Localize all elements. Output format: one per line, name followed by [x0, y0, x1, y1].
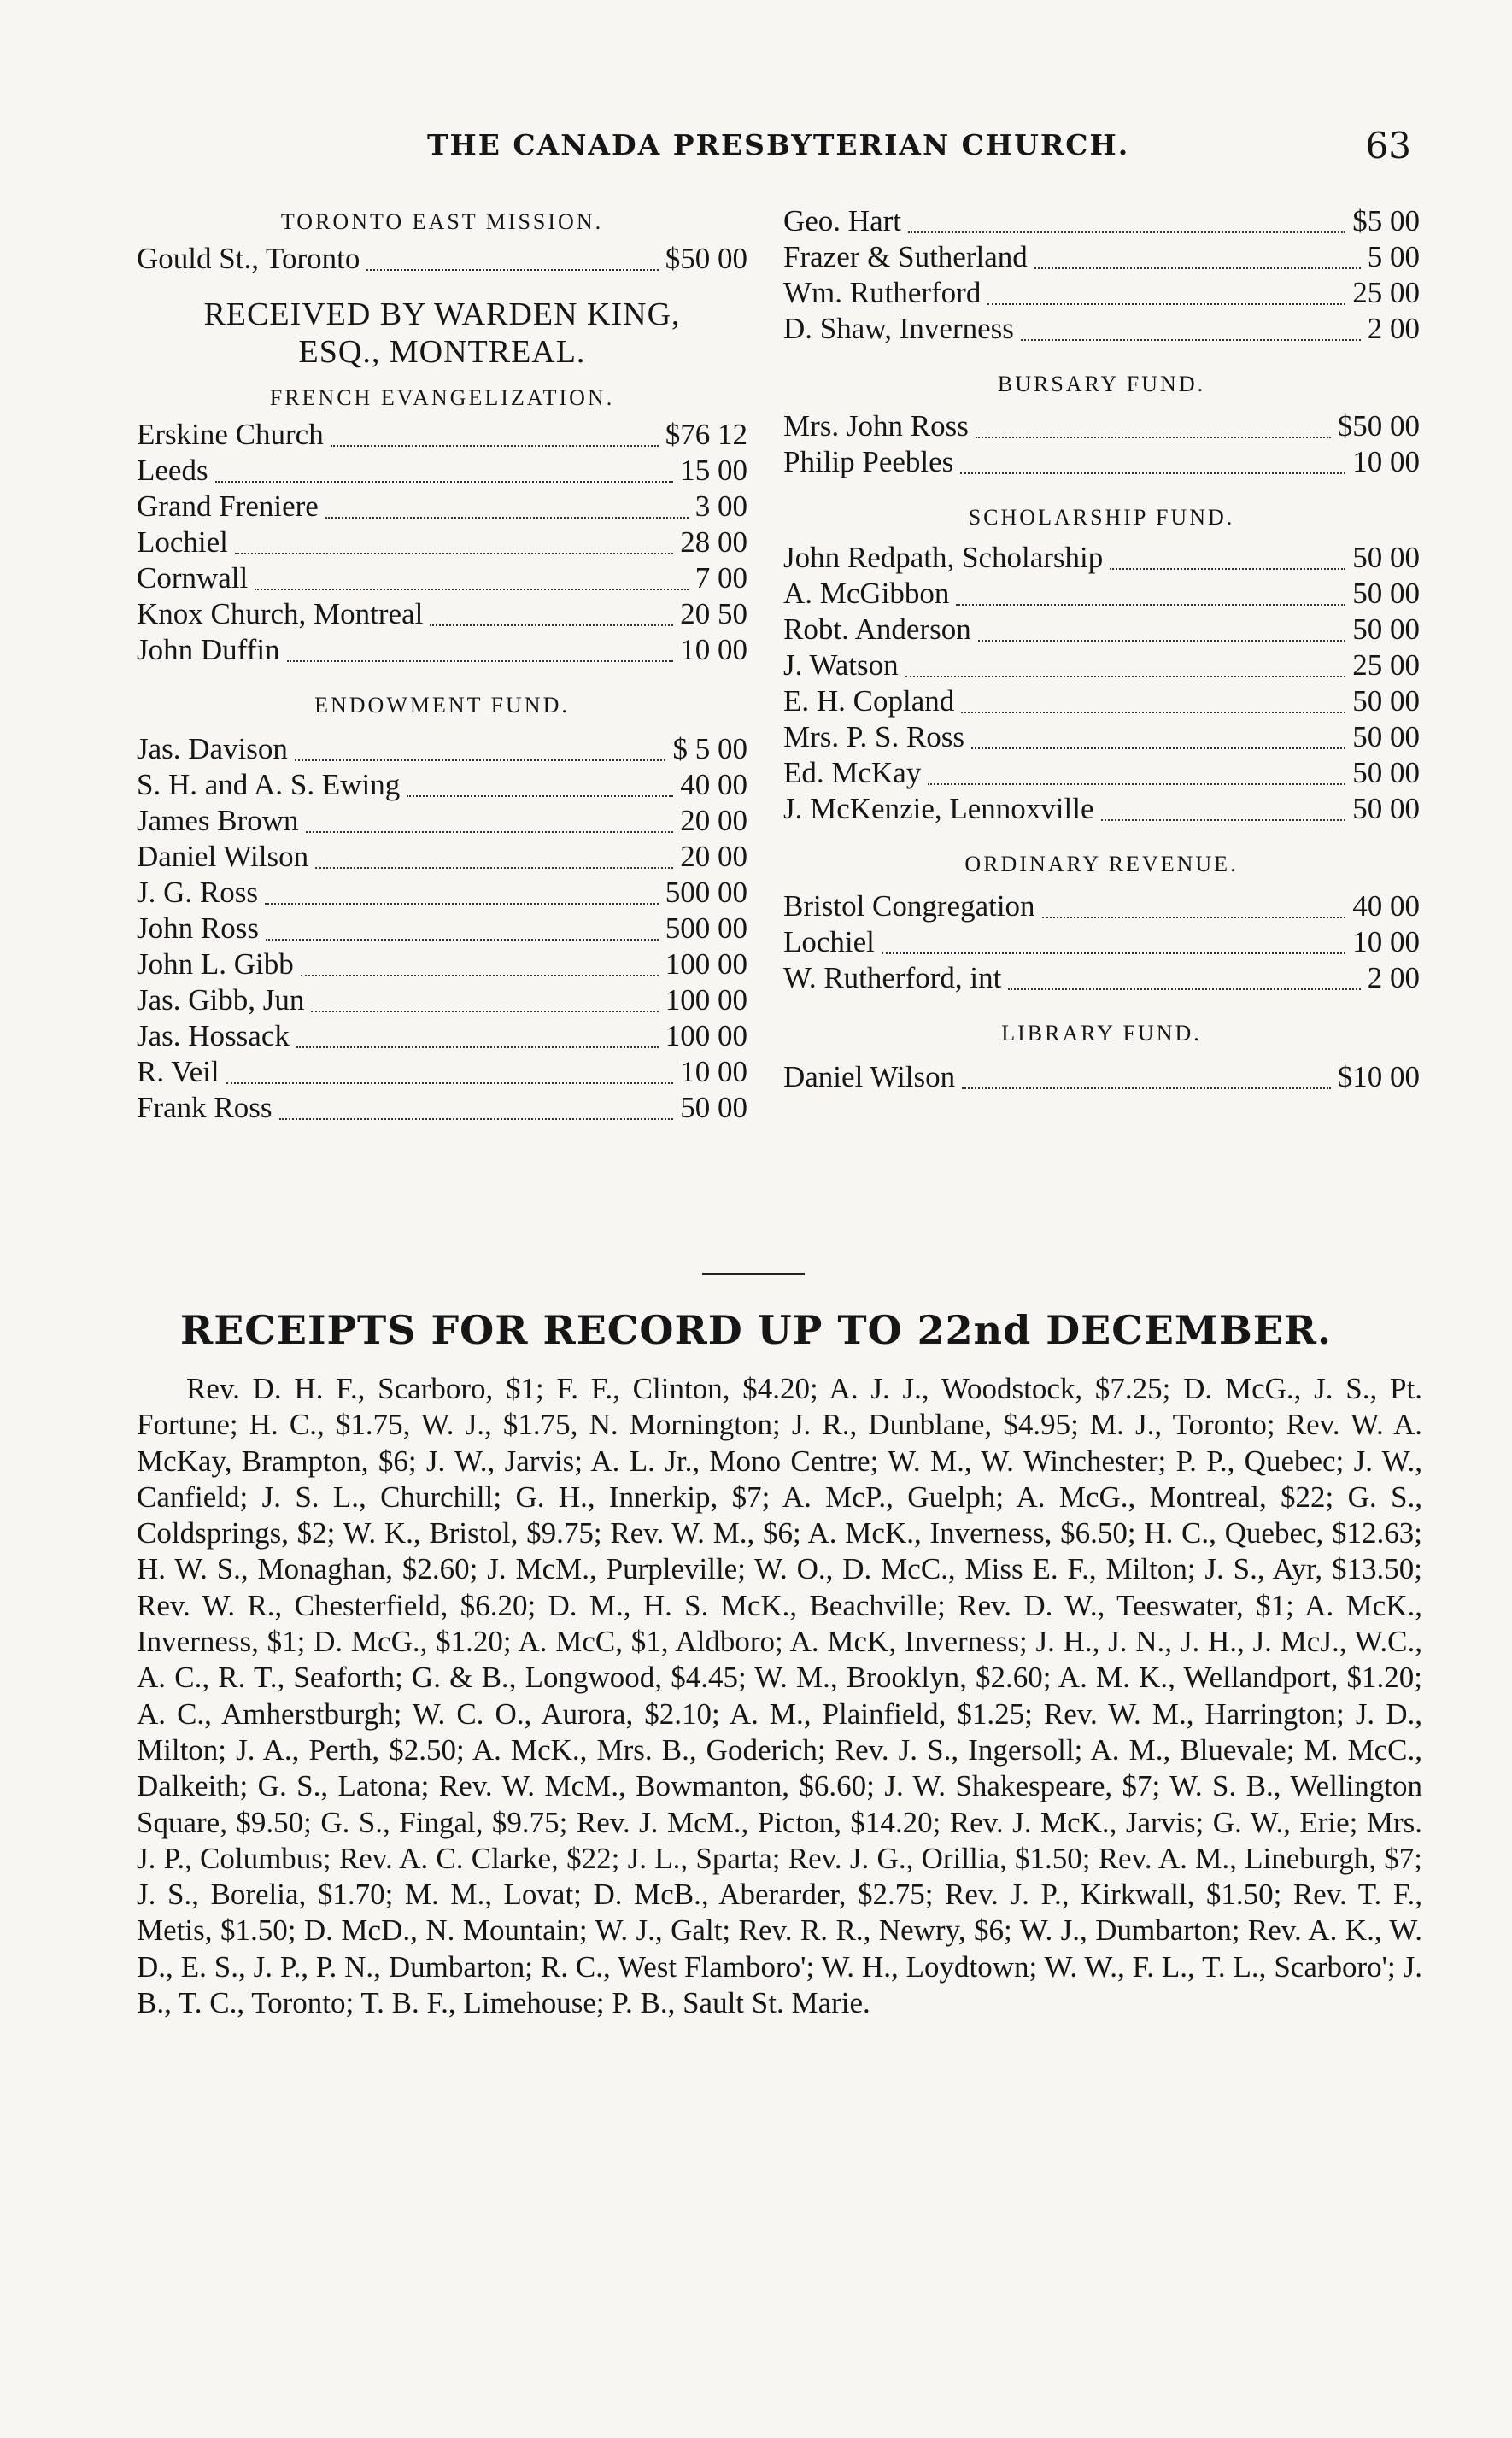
item-name: Daniel Wilson	[783, 1060, 956, 1093]
item-name: Philip Peebles	[783, 445, 954, 478]
item-amount: $50 00	[665, 242, 747, 275]
dot-leader	[226, 1046, 673, 1084]
dot-leader	[908, 196, 1345, 233]
item-amount: $ 5 00	[672, 732, 747, 765]
dot-leader	[971, 712, 1345, 749]
item-amount: 50 00	[1352, 541, 1420, 574]
item-name: Jas. Gibb, Jun	[137, 983, 305, 1017]
section-heading-scholarship-fund: SCHOLARSHIP FUND.	[968, 505, 1235, 530]
item-name: D. Shaw, Inverness	[783, 312, 1014, 345]
list-scholarship-fund	[783, 540, 1420, 827]
item-name: Grand Freniere	[137, 489, 319, 523]
list-toronto-east-mission	[137, 241, 747, 277]
dot-leader	[928, 747, 1345, 785]
list-endowment-fund	[137, 731, 747, 1126]
item-amount: 5 00	[1367, 240, 1420, 273]
list-library-fund	[783, 1059, 1420, 1095]
item-name: J. McKenzie, Lennoxville	[783, 792, 1094, 825]
item-amount: 2 00	[1367, 961, 1420, 994]
dot-leader	[279, 1082, 673, 1120]
list-item	[783, 791, 1420, 827]
item-name: Lochiel	[137, 525, 228, 559]
item-amount: 7 00	[694, 561, 747, 595]
item-amount: 500 00	[665, 911, 747, 945]
item-name: Bristol Congregation	[783, 889, 1035, 923]
list-item	[137, 1090, 747, 1126]
item-amount: $5 00	[1352, 204, 1420, 237]
item-amount: 50 00	[1352, 684, 1420, 718]
dot-leader	[296, 1011, 659, 1048]
item-amount: 25 00	[1352, 276, 1420, 309]
item-amount: 15 00	[680, 454, 747, 487]
item-name: John Redpath, Scholarship	[783, 541, 1104, 574]
right-column	[783, 203, 1420, 1095]
dot-leader	[266, 903, 659, 941]
section-heading-bursary-fund: BURSARY FUND.	[997, 372, 1206, 396]
item-name: Cornwall	[137, 561, 249, 595]
item-amount: 100 00	[665, 1019, 747, 1052]
dot-leader	[962, 1052, 1331, 1089]
list-french-evangelization	[137, 417, 747, 668]
item-name: Erskine Church	[137, 418, 324, 451]
item-name: John Ross	[137, 911, 259, 945]
item-amount: 50 00	[1352, 577, 1420, 610]
item-name: John L. Gibb	[137, 947, 294, 981]
list-item	[783, 444, 1420, 480]
item-amount: $76 12	[665, 418, 747, 451]
list-ordinary-revenue	[783, 888, 1420, 996]
item-amount: 50 00	[680, 1091, 747, 1124]
item-name: J. Watson	[783, 648, 899, 682]
item-amount: 50 00	[1352, 756, 1420, 789]
dot-leader	[1042, 881, 1345, 918]
item-name: W. Rutherford, int	[783, 961, 1002, 994]
item-amount: $50 00	[1337, 409, 1420, 442]
item-amount: 10 00	[680, 633, 747, 666]
item-amount: 25 00	[1352, 648, 1420, 682]
item-name: James Brown	[137, 804, 299, 837]
item-name: Jas. Davison	[137, 732, 288, 765]
item-name: A. McGibbon	[783, 577, 950, 610]
section-heading-french-evangelization: FRENCH EVANGELIZATION.	[269, 385, 615, 410]
dot-leader	[1110, 532, 1345, 570]
dot-leader	[987, 267, 1345, 305]
dot-leader	[287, 624, 673, 662]
item-name: Knox Church, Montreal	[137, 597, 424, 630]
dot-leader	[366, 233, 659, 271]
receipts-title: RECEIPTS FOR RECORD UP TO 22nd DECEMBER.	[179, 1307, 1332, 1353]
item-amount: 20 00	[680, 804, 747, 837]
item-amount: 10 00	[1352, 925, 1420, 958]
item-name: Frank Ross	[137, 1091, 273, 1124]
item-amount: 100 00	[665, 983, 747, 1017]
dot-leader	[215, 445, 673, 483]
item-name: Ed. McKay	[783, 756, 922, 789]
section-heading-ordinary-revenue: ORDINARY REVENUE.	[964, 852, 1239, 876]
item-name: Wm. Rutherford	[783, 276, 982, 309]
dot-leader	[430, 589, 673, 626]
dot-leader	[976, 401, 1331, 438]
dot-leader	[315, 831, 673, 869]
item-amount: 50 00	[1352, 612, 1420, 646]
page-header	[0, 125, 1512, 179]
item-name: E. H. Copland	[783, 684, 955, 718]
item-name: John Duffin	[137, 633, 280, 666]
dot-leader	[255, 553, 689, 590]
dot-leader	[325, 481, 689, 519]
dot-leader	[1008, 952, 1361, 990]
dot-leader	[295, 724, 665, 761]
warden-heading-line2: ESQ., MONTREAL.	[298, 334, 586, 370]
item-name: Lochiel	[783, 925, 875, 958]
item-name: Leeds	[137, 454, 208, 487]
warden-heading-line1: RECEIVED BY WARDEN KING,	[203, 296, 681, 332]
dot-leader	[301, 939, 659, 976]
dot-leader	[265, 867, 659, 905]
item-name: Gould St., Toronto	[137, 242, 360, 275]
dot-leader	[235, 517, 673, 554]
item-name: R. Veil	[137, 1055, 220, 1088]
dot-leader	[407, 759, 673, 797]
item-amount: 50 00	[1352, 720, 1420, 753]
item-amount: 20 00	[680, 840, 747, 873]
dot-leader	[1021, 303, 1361, 341]
list-item	[137, 241, 747, 277]
item-name: Daniel Wilson	[137, 840, 309, 873]
receipts-text: Rev. D. H. F., Scarboro, $1; F. F., Clinton, $4.20; A. J. J., Woodstock, $7.25; D. McG., J. S., Pt. Fortune; H. C., $1.75, W. J., $1.75, N. Mornington; J. R., Dunblane, $4.95; M. J., Toronto; Rev. W. A. McKay, Brampton, $6; J. W., Jarvis; A. L. Jr., Mono Centre; W. M., W. Winchester; P. P., Quebec; J. W., Canfield; J. S. L., Churchill; G. H., Innerkip, $7; A. McP., Guelph; A. McG., Montreal, $22; G. S., Coldsprings, $2; W. K., Bristol, $9.75; Rev. W. M., $6; A. McK., Inverness, $6.50; H. C., Quebec, $12.63; H. W. S., Monaghan, $2.60; J. McM., Purpleville; W. O., D. McC., Miss E. F., Milton; J. S., Ayr, $13.50; Rev. W. R., Chesterfield, $6.20; D. M., H. S. McK., Beachville; Rev. D. W., Teeswater, $1; A. McK., Inverness, $1; D. McG., $1.20; A. McC, $1, Aldboro; A. McK, Inverness; J. H., J. N., J. H., J. McJ., W.C., A. C., R. T., Seaforth; G. & B., Longwood, $4.45; W. M., Brooklyn, $2.60; A. M. K., Wellandport, $1.20; A. C., Amherstburgh; W. C. O., Aurora, $2.10; A. M., Plainfield, $1.25; Rev. W. M., Harrington; J. D., Milton; J. A., Perth, $2.50; A. McK., Mrs. B., Goderich; Rev. J. S., Ingersoll; A. M., Bluevale; M. McC., Dalkeith; G. S., Latona; Rev. W. McM., Bowmanton, $6.60; J. W. Shakespeare, $7; W. S. B., Wellington Square, $9.50; G. S., Fingal, $9.75; Rev. J. McM., Picton, $14.20; Rev. J. McK., Jarvis; G. W., Erie; Mrs. J. P., Columbus; Rev. A. C. Clarke, $22; J. L., Sparta; Rev. J. G., Orillia, $1.50; Rev. A. M., Lineburgh, $7; J. S., Borelia, $1.70; M. M., Lovat; D. McB., Aberarder, $2.75; Rev. J. P., Kirkwall, $1.50; Rev. T. F., Metis, $1.50; D. McD., N. Mountain; W. J., Galt; Rev. R. R., Newry, $6; W. J., Dumbarton; Rev. A. K., W. D., E. S., J. P., P. N., Dumbarton; R. C., West Flamboro'; W. H., Loydtown; W. W., F. L., T. L., Scarboro'; J. B., T. C., Toronto; T. B. F., Limehouse; P. B., Sault St. Marie.	[137, 1372, 1422, 2020]
dot-leader	[311, 975, 659, 1012]
dot-leader	[960, 437, 1345, 474]
dot-leader	[1101, 783, 1345, 821]
item-amount: 10 00	[680, 1055, 747, 1088]
left-column	[137, 203, 747, 1126]
dot-leader	[882, 917, 1345, 954]
item-name: Mrs. John Ross	[783, 409, 969, 442]
list-item	[783, 311, 1420, 347]
dot-leader	[905, 640, 1345, 677]
list-item	[137, 632, 747, 668]
item-amount: 40 00	[1352, 889, 1420, 923]
item-name: Geo. Hart	[783, 204, 902, 237]
running-title: THE CANADA PRESBYTERIAN CHURCH.	[427, 128, 1130, 161]
item-name: Robt. Anderson	[783, 612, 971, 646]
dot-leader	[306, 795, 673, 833]
item-name: Mrs. P. S. Ross	[783, 720, 965, 753]
item-amount: 500 00	[665, 876, 747, 909]
list-top-items	[783, 203, 1420, 347]
dot-leader	[331, 409, 659, 447]
list-item	[783, 1059, 1420, 1095]
item-amount: 50 00	[1352, 792, 1420, 825]
section-heading-endowment-fund: ENDOWMENT FUND.	[314, 693, 570, 718]
item-name: Frazer & Sutherland	[783, 240, 1028, 273]
list-bursary-fund	[783, 408, 1420, 480]
item-amount: 3 00	[694, 489, 747, 523]
section-heading-library-fund: LIBRARY FUND.	[1001, 1021, 1202, 1046]
section-divider	[702, 1273, 805, 1275]
dot-leader	[1034, 231, 1361, 269]
item-amount: 100 00	[665, 947, 747, 981]
dot-leader	[961, 676, 1345, 713]
item-amount: 2 00	[1367, 312, 1420, 345]
item-amount: $10 00	[1337, 1060, 1420, 1093]
item-name: Jas. Hossack	[137, 1019, 290, 1052]
dot-leader	[978, 604, 1345, 642]
list-item	[783, 960, 1420, 996]
section-heading-toronto-east-mission: TORONTO EAST MISSION.	[280, 209, 604, 234]
item-amount: 40 00	[680, 768, 747, 801]
item-amount: 10 00	[1352, 445, 1420, 478]
section-heading-warden-king	[137, 296, 747, 371]
item-amount: 28 00	[680, 525, 747, 559]
dot-leader	[956, 568, 1345, 606]
page-number: 63	[1365, 125, 1411, 167]
item-amount: 20 50	[680, 597, 747, 630]
item-name: S. H. and A. S. Ewing	[137, 768, 401, 801]
item-name: J. G. Ross	[137, 876, 258, 909]
